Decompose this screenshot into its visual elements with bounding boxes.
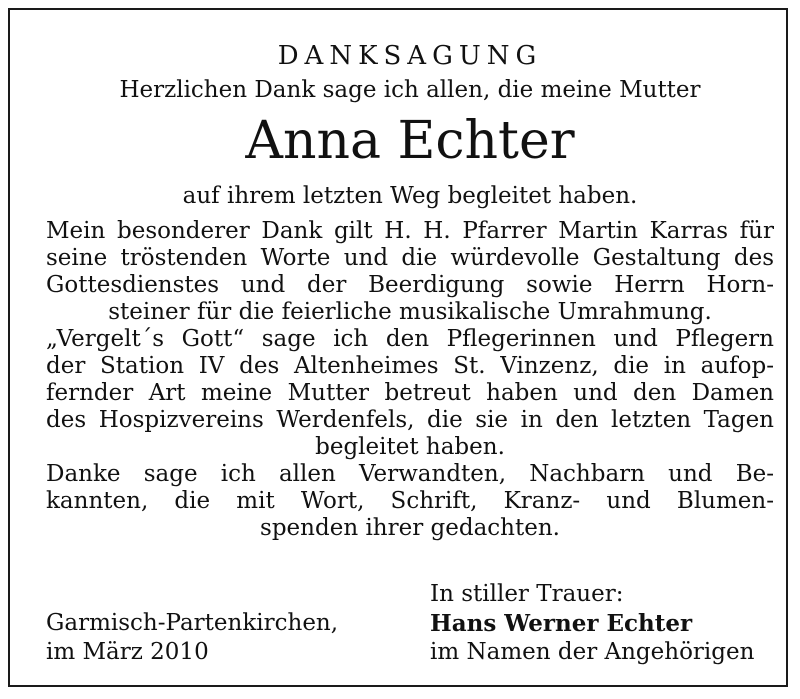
place-and-date — [46, 609, 338, 667]
paragraph-line: kannten, die mit Wort, Schrift, Kranz- und Blumen- — [46, 488, 774, 514]
paragraph-line: der Station IV des Altenheimes St. Vinzenz, die in aufop- — [46, 353, 774, 379]
escort-line: auf ihrem letzten Weg begleitet haben. — [182, 183, 638, 209]
on-behalf-line: im Namen der Angehörigen — [430, 639, 755, 665]
thanks-paragraph-1 — [46, 218, 774, 326]
obituary-notice-frame — [8, 8, 788, 687]
mourning-label: In stiller Trauer: — [430, 581, 624, 607]
signer-name: Hans Werner Echter — [430, 610, 693, 637]
paragraph-line: Gottesdienstes und der Beerdigung sowie Herrn Horn- — [46, 272, 774, 298]
paragraph-line: begleitet haben. — [315, 434, 505, 460]
obituary-content — [46, 38, 774, 665]
date: im März 2010 — [46, 639, 209, 665]
paragraph-line: „Vergelt´s Gott“ sage ich den Pflegerinnen und Pflegern — [46, 326, 774, 352]
intro-line: Herzlichen Dank sage ich allen, die meine Mutter — [119, 77, 701, 103]
paragraph-line: seine tröstenden Worte und die würdevolle Gestaltung des — [46, 245, 774, 271]
paragraph-line: steiner für die feierliche musikalische Umrahmung. — [108, 299, 712, 325]
paragraph-line: fernder Art meine Mutter betreut haben und den Damen — [46, 380, 774, 406]
notice-heading: DANKSAGUNG — [277, 41, 543, 71]
paragraph-line: Mein besonderer Dank gilt H. H. Pfarrer Martin Karras für — [46, 218, 774, 244]
signature-block — [430, 580, 754, 667]
paragraph-line: des Hospizvereins Werdenfels, die sie in den letzten Tagen — [46, 407, 774, 433]
deceased-name: Anna Echter — [245, 111, 575, 171]
thanks-paragraph-2 — [46, 326, 774, 461]
paragraph-line: spenden ihrer gedachten. — [260, 515, 560, 541]
notice-footer — [46, 580, 774, 670]
paragraph-line: Danke sage ich allen Verwandten, Nachbarn und Be- — [46, 461, 774, 487]
place: Garmisch-Partenkirchen, — [46, 610, 339, 636]
thanks-paragraph-3 — [46, 461, 774, 542]
